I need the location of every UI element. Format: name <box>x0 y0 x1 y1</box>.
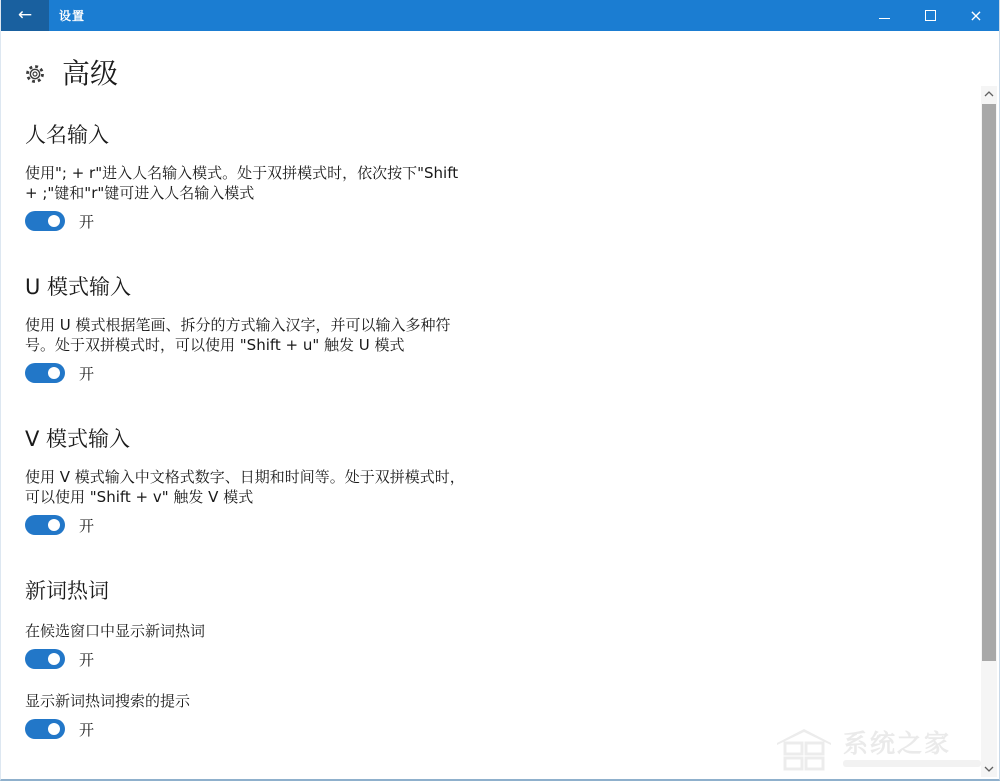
toggle-state-label: 开 <box>79 364 95 383</box>
u-mode-toggle[interactable] <box>25 363 65 383</box>
toggle-knob <box>48 653 60 665</box>
setting-item-label: 在候选窗口中显示新词热词 <box>25 622 206 640</box>
description-line: 使用 V 模式输入中文格式数字、日期和时间等。处于双拼模式时， <box>25 468 465 486</box>
scrollbar-thumb[interactable] <box>982 104 996 661</box>
maximize-button[interactable] <box>907 0 953 31</box>
description-line: 使用 U 模式根据笔画、拆分的方式输入汉字，并可以输入多种符 <box>25 316 451 334</box>
section-heading: V 模式输入 <box>25 427 131 451</box>
back-arrow-icon: ← <box>17 5 33 25</box>
scrollbar-up-button[interactable] <box>981 86 997 102</box>
window-controls <box>861 0 999 31</box>
page-header <box>25 31 999 91</box>
section-u-mode <box>25 273 999 383</box>
page-title: 高级 <box>62 57 119 90</box>
minimize-icon <box>879 18 890 19</box>
section-name-input <box>25 121 999 231</box>
section-description <box>25 467 495 507</box>
window-title: 设置 <box>59 9 86 23</box>
section-description <box>25 315 495 355</box>
scrollbar <box>981 86 997 777</box>
toggle-knob <box>48 215 60 227</box>
toggle-state-label: 开 <box>79 720 95 739</box>
description-line: 可以使用 "Shift + v" 触发 V 模式 <box>25 488 254 506</box>
toggle-row <box>25 515 999 535</box>
settings-content <box>1 31 999 739</box>
v-mode-toggle[interactable] <box>25 515 65 535</box>
name-input-toggle[interactable] <box>25 211 65 231</box>
section-v-mode <box>25 425 999 535</box>
close-icon: × <box>969 5 983 25</box>
show-hot-words-toggle[interactable] <box>25 649 65 669</box>
description-line: + ;"键和"r"键可进入人名输入模式 <box>25 184 255 202</box>
toggle-row <box>25 649 999 669</box>
section-heading: 新词热词 <box>25 579 109 603</box>
chevron-up-icon <box>984 91 994 97</box>
toggle-knob <box>48 519 60 531</box>
toggle-state-label: 开 <box>79 212 95 231</box>
toggle-knob <box>48 723 60 735</box>
toggle-state-label: 开 <box>79 650 95 669</box>
minimize-button[interactable] <box>861 0 907 31</box>
gear-icon <box>25 64 45 84</box>
back-button[interactable] <box>1 0 49 31</box>
section-hot-words <box>25 577 999 739</box>
description-line: 号。处于双拼模式时，可以使用 "Shift + u" 触发 U 模式 <box>25 336 405 354</box>
hot-words-search-tip-toggle[interactable] <box>25 719 65 739</box>
watermark-subtext <box>843 760 981 767</box>
titlebar <box>1 0 999 31</box>
section-heading: U 模式输入 <box>25 275 132 299</box>
watermark-text: 系统之家 <box>843 729 952 758</box>
setting-item-label: 显示新词热词搜索的提示 <box>25 692 191 710</box>
toggle-state-label: 开 <box>79 516 95 535</box>
maximize-icon <box>925 10 936 21</box>
close-button[interactable] <box>953 0 999 31</box>
toggle-row <box>25 719 999 739</box>
section-heading: 人名输入 <box>25 123 109 147</box>
toggle-knob <box>48 367 60 379</box>
section-description <box>25 163 495 203</box>
scrollbar-down-button[interactable] <box>981 761 997 777</box>
chevron-down-icon <box>984 766 994 772</box>
description-line: 使用"; + r"进入人名输入模式。处于双拼模式时，依次按下"Shift <box>25 164 459 182</box>
toggle-row <box>25 211 999 231</box>
toggle-row <box>25 363 999 383</box>
